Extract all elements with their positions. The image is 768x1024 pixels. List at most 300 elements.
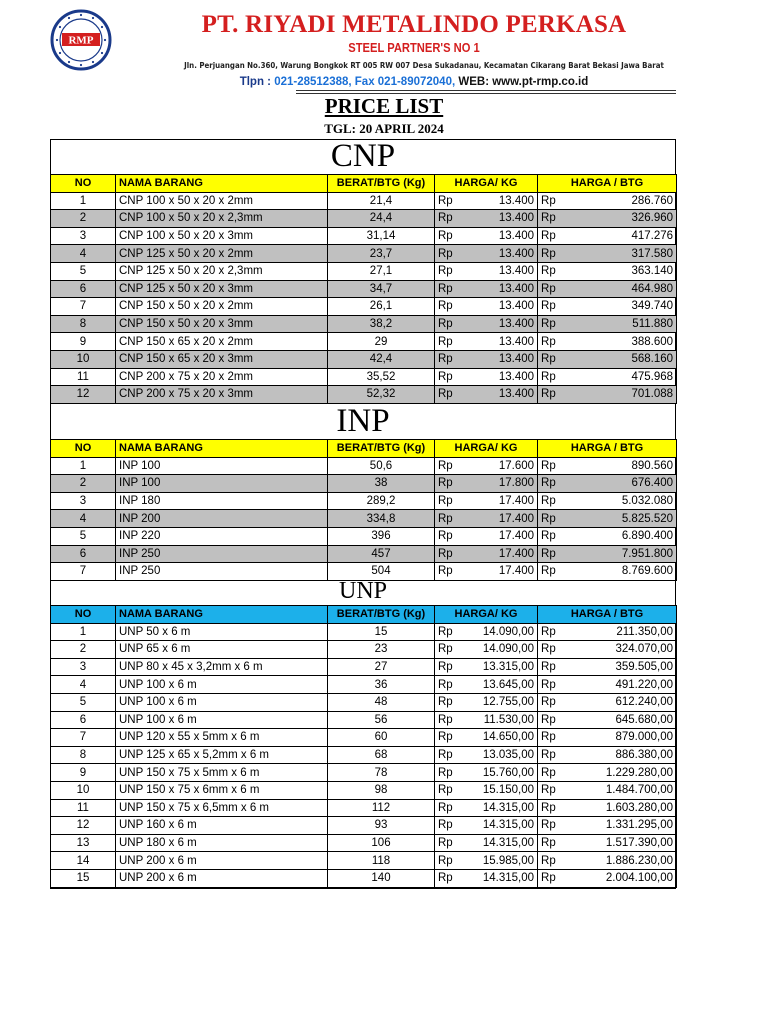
col-header-nama: NAMA BARANG: [116, 175, 328, 193]
row-berat: 48: [328, 693, 435, 711]
row-harga-btg: 511.880: [568, 315, 677, 333]
row-berat: 27,1: [328, 262, 435, 280]
section-title-cnp: CNP: [330, 138, 396, 174]
table-row: [51, 711, 677, 729]
table-row: [51, 333, 677, 351]
row-currency-btg: Rp: [538, 817, 568, 835]
row-harga-kg: 14.650,00: [465, 729, 538, 747]
row-harga-btg: 317.580: [568, 245, 677, 263]
logo-text: RMP: [68, 34, 94, 47]
section-title-unp: UNP: [338, 578, 387, 604]
table-row: [51, 315, 677, 333]
row-nama-barang: INP 250: [116, 545, 328, 563]
row-currency-kg: Rp: [435, 641, 465, 659]
table-row: [51, 210, 677, 228]
website: WEB: www.pt-rmp.co.id: [458, 76, 589, 88]
row-berat: 334,8: [328, 510, 435, 528]
row-berat: 38,2: [328, 315, 435, 333]
row-nama-barang: UNP 100 x 6 m: [116, 711, 328, 729]
row-berat: 42,4: [328, 350, 435, 368]
row-no: 7: [51, 729, 116, 747]
row-berat: 50,6: [328, 457, 435, 475]
row-no: 12: [51, 386, 116, 404]
col-header-no: NO: [51, 606, 116, 624]
row-currency-kg: Rp: [435, 350, 465, 368]
row-berat: 24,4: [328, 210, 435, 228]
row-harga-btg: 2.004.100,00: [568, 869, 677, 887]
row-nama-barang: UNP 125 x 65 x 5,2mm x 6 m: [116, 746, 328, 764]
row-currency-kg: Rp: [435, 368, 465, 386]
row-no: 7: [51, 298, 116, 316]
row-berat: 93: [328, 817, 435, 835]
row-currency-btg: Rp: [538, 315, 568, 333]
col-header-no: NO: [51, 440, 116, 458]
row-nama-barang: UNP 100 x 6 m: [116, 676, 328, 694]
row-nama-barang: UNP 200 x 6 m: [116, 869, 328, 887]
row-no: 1: [51, 457, 116, 475]
row-harga-kg: 15.150,00: [465, 781, 538, 799]
row-currency-btg: Rp: [538, 475, 568, 493]
table-row: [51, 658, 677, 676]
row-no: 2: [51, 641, 116, 659]
row-berat: 68: [328, 746, 435, 764]
row-harga-btg: 363.140: [568, 262, 677, 280]
row-harga-kg: 17.800: [465, 475, 538, 493]
table-row: [51, 869, 677, 887]
row-currency-kg: Rp: [435, 852, 465, 870]
row-harga-kg: 13.400: [465, 280, 538, 298]
table-row: [51, 245, 677, 263]
table-row: [51, 781, 677, 799]
row-no: 11: [51, 799, 116, 817]
row-currency-btg: Rp: [538, 510, 568, 528]
row-nama-barang: UNP 150 x 75 x 5mm x 6 m: [116, 764, 328, 782]
table-row: [51, 545, 677, 563]
table-row: [51, 817, 677, 835]
table-row: [51, 623, 677, 641]
row-nama-barang: CNP 200 x 75 x 20 x 3mm: [116, 386, 328, 404]
row-currency-btg: Rp: [538, 527, 568, 545]
row-harga-kg: 13.400: [465, 333, 538, 351]
row-no: 4: [51, 676, 116, 694]
row-harga-kg: 14.315,00: [465, 817, 538, 835]
row-currency-kg: Rp: [435, 869, 465, 887]
row-no: 1: [51, 192, 116, 210]
price-table-inp: [50, 439, 677, 581]
row-harga-kg: 13.035,00: [465, 746, 538, 764]
row-currency-kg: Rp: [435, 746, 465, 764]
table-row: [51, 676, 677, 694]
row-currency-kg: Rp: [435, 693, 465, 711]
row-berat: 21,4: [328, 192, 435, 210]
row-currency-kg: Rp: [435, 386, 465, 404]
row-harga-btg: 464.980: [568, 280, 677, 298]
price-table-unp: [50, 605, 677, 888]
row-nama-barang: UNP 200 x 6 m: [116, 852, 328, 870]
row-harga-btg: 890.560: [568, 457, 677, 475]
row-harga-kg: 11.530,00: [465, 711, 538, 729]
row-harga-kg: 13.400: [465, 315, 538, 333]
table-row: [51, 834, 677, 852]
row-currency-kg: Rp: [435, 262, 465, 280]
row-harga-btg: 8.769.600: [568, 563, 677, 581]
row-berat: 35,52: [328, 368, 435, 386]
row-currency-kg: Rp: [435, 658, 465, 676]
row-no: 5: [51, 262, 116, 280]
table-row: [51, 386, 677, 404]
row-harga-btg: 1.331.295,00: [568, 817, 677, 835]
row-harga-btg: 1.517.390,00: [568, 834, 677, 852]
row-harga-kg: 13.400: [465, 262, 538, 280]
row-berat: 31,14: [328, 227, 435, 245]
row-no: 9: [51, 333, 116, 351]
row-berat: 26,1: [328, 298, 435, 316]
row-currency-btg: Rp: [538, 764, 568, 782]
row-currency-btg: Rp: [538, 298, 568, 316]
table-row: [51, 764, 677, 782]
row-berat: 60: [328, 729, 435, 747]
row-berat: 29: [328, 333, 435, 351]
row-nama-barang: INP 100: [116, 457, 328, 475]
row-no: 4: [51, 510, 116, 528]
row-currency-kg: Rp: [435, 834, 465, 852]
row-harga-kg: 13.400: [465, 245, 538, 263]
table-header-row: [51, 440, 677, 458]
row-nama-barang: INP 200: [116, 510, 328, 528]
row-no: 6: [51, 280, 116, 298]
col-header-no: NO: [51, 175, 116, 193]
row-currency-kg: Rp: [435, 563, 465, 581]
row-currency-btg: Rp: [538, 457, 568, 475]
table-row: [51, 527, 677, 545]
row-berat: 23: [328, 641, 435, 659]
row-currency-btg: Rp: [538, 563, 568, 581]
row-no: 7: [51, 563, 116, 581]
row-nama-barang: CNP 125 x 50 x 20 x 2,3mm: [116, 262, 328, 280]
row-harga-btg: 1.603.280,00: [568, 799, 677, 817]
row-currency-btg: Rp: [538, 210, 568, 228]
row-nama-barang: UNP 50 x 6 m: [116, 623, 328, 641]
row-currency-kg: Rp: [435, 298, 465, 316]
row-berat: 15: [328, 623, 435, 641]
col-header-harga-btg: HARGA / BTG: [538, 440, 677, 458]
row-harga-btg: 388.600: [568, 333, 677, 351]
col-header-harga-kg: HARGA/ KG: [435, 440, 538, 458]
row-nama-barang: CNP 150 x 50 x 20 x 3mm: [116, 315, 328, 333]
row-berat: 78: [328, 764, 435, 782]
row-harga-kg: 14.315,00: [465, 799, 538, 817]
row-nama-barang: UNP 120 x 55 x 5mm x 6 m: [116, 729, 328, 747]
row-harga-kg: 17.400: [465, 510, 538, 528]
row-harga-btg: 6.890.400: [568, 527, 677, 545]
row-currency-kg: Rp: [435, 192, 465, 210]
company-logo: [49, 9, 113, 71]
col-header-berat: BERAT/BTG (Kg): [328, 440, 435, 458]
row-harga-kg: 15.985,00: [465, 852, 538, 870]
col-header-berat: BERAT/BTG (Kg): [328, 175, 435, 193]
row-harga-btg: 349.740: [568, 298, 677, 316]
row-no: 15: [51, 869, 116, 887]
row-currency-btg: Rp: [538, 192, 568, 210]
row-berat: 106: [328, 834, 435, 852]
row-berat: 52,32: [328, 386, 435, 404]
row-currency-btg: Rp: [538, 262, 568, 280]
row-harga-kg: 14.315,00: [465, 834, 538, 852]
phone-label: Tlpn :: [239, 76, 271, 88]
row-harga-kg: 13.400: [465, 368, 538, 386]
row-harga-kg: 17.400: [465, 545, 538, 563]
row-harga-kg: 13.400: [465, 227, 538, 245]
row-no: 1: [51, 623, 116, 641]
phone-fax: 021-28512388, Fax 021-89072040,: [274, 76, 456, 88]
row-harga-btg: 326.960: [568, 210, 677, 228]
row-currency-kg: Rp: [435, 457, 465, 475]
row-harga-kg: 13.400: [465, 298, 538, 316]
row-currency-kg: Rp: [435, 227, 465, 245]
table-row: [51, 368, 677, 386]
row-no: 3: [51, 658, 116, 676]
row-nama-barang: CNP 150 x 65 x 20 x 3mm: [116, 350, 328, 368]
row-harga-btg: 879.000,00: [568, 729, 677, 747]
col-header-harga-kg: HARGA/ KG: [435, 175, 538, 193]
row-no: 14: [51, 852, 116, 870]
row-harga-btg: 5.825.520: [568, 510, 677, 528]
row-nama-barang: CNP 150 x 65 x 20 x 2mm: [116, 333, 328, 351]
row-harga-btg: 491.220,00: [568, 676, 677, 694]
row-nama-barang: INP 100: [116, 475, 328, 493]
row-currency-btg: Rp: [538, 623, 568, 641]
row-harga-btg: 7.951.800: [568, 545, 677, 563]
row-harga-kg: 13.645,00: [465, 676, 538, 694]
row-currency-btg: Rp: [538, 227, 568, 245]
row-nama-barang: CNP 125 x 50 x 20 x 3mm: [116, 280, 328, 298]
row-harga-btg: 417.276: [568, 227, 677, 245]
table-row: [51, 729, 677, 747]
table-header-row: [51, 175, 677, 193]
table-row: [51, 641, 677, 659]
row-currency-btg: Rp: [538, 729, 568, 747]
row-harga-btg: 211.350,00: [568, 623, 677, 641]
row-currency-kg: Rp: [435, 764, 465, 782]
row-nama-barang: UNP 160 x 6 m: [116, 817, 328, 835]
row-berat: 457: [328, 545, 435, 563]
row-harga-btg: 676.400: [568, 475, 677, 493]
row-harga-btg: 701.088: [568, 386, 677, 404]
row-harga-btg: 1.886.230,00: [568, 852, 677, 870]
table-row: [51, 227, 677, 245]
row-no: 2: [51, 210, 116, 228]
row-currency-btg: Rp: [538, 869, 568, 887]
row-harga-btg: 612.240,00: [568, 693, 677, 711]
row-no: 3: [51, 492, 116, 510]
row-currency-btg: Rp: [538, 658, 568, 676]
row-currency-btg: Rp: [538, 711, 568, 729]
row-nama-barang: CNP 100 x 50 x 20 x 2,3mm: [116, 210, 328, 228]
row-currency-btg: Rp: [538, 386, 568, 404]
document-title-text: PRICE LIST: [324, 94, 444, 118]
row-currency-kg: Rp: [435, 475, 465, 493]
row-berat: 396: [328, 527, 435, 545]
row-no: 13: [51, 834, 116, 852]
row-nama-barang: CNP 200 x 75 x 20 x 2mm: [116, 368, 328, 386]
row-berat: 98: [328, 781, 435, 799]
row-harga-btg: 286.760: [568, 192, 677, 210]
company-tagline: STEEL PARTNER'S NO 1: [348, 40, 480, 55]
row-harga-btg: 568.160: [568, 350, 677, 368]
row-currency-kg: Rp: [435, 492, 465, 510]
row-harga-btg: 475.968: [568, 368, 677, 386]
row-currency-kg: Rp: [435, 623, 465, 641]
row-no: 5: [51, 693, 116, 711]
row-berat: 140: [328, 869, 435, 887]
row-currency-btg: Rp: [538, 852, 568, 870]
row-harga-kg: 17.400: [465, 563, 538, 581]
row-currency-btg: Rp: [538, 676, 568, 694]
table-row: [51, 457, 677, 475]
row-berat: 56: [328, 711, 435, 729]
row-currency-kg: Rp: [435, 711, 465, 729]
row-berat: 27: [328, 658, 435, 676]
row-currency-kg: Rp: [435, 527, 465, 545]
row-nama-barang: INP 220: [116, 527, 328, 545]
table-row: [51, 746, 677, 764]
row-nama-barang: CNP 125 x 50 x 20 x 2mm: [116, 245, 328, 263]
row-harga-kg: 13.400: [465, 210, 538, 228]
row-berat: 112: [328, 799, 435, 817]
row-harga-kg: 13.400: [465, 192, 538, 210]
col-header-harga-kg: HARGA/ KG: [435, 606, 538, 624]
row-no: 6: [51, 545, 116, 563]
company-name: PT. RIYADI METALINDO PERKASA: [201, 11, 627, 38]
row-no: 8: [51, 746, 116, 764]
table-row: [51, 799, 677, 817]
row-harga-kg: 12.755,00: [465, 693, 538, 711]
col-header-nama: NAMA BARANG: [116, 440, 328, 458]
row-harga-kg: 13.315,00: [465, 658, 538, 676]
row-harga-kg: 13.400: [465, 386, 538, 404]
table-row: [51, 280, 677, 298]
row-harga-btg: 5.032.080: [568, 492, 677, 510]
company-address: Jln. Perjuangan No.360, Warung Bongkok RT 005 RW 007 Desa Sukadanau, Kecamatan Cikarang Barat Bekasi Jawa Barat: [184, 61, 664, 70]
section-title-inp: INP: [336, 403, 390, 439]
row-currency-kg: Rp: [435, 799, 465, 817]
row-no: 2: [51, 475, 116, 493]
row-nama-barang: CNP 150 x 50 x 20 x 2mm: [116, 298, 328, 316]
col-header-berat: BERAT/BTG (Kg): [328, 606, 435, 624]
table-row: [51, 693, 677, 711]
row-harga-btg: 645.680,00: [568, 711, 677, 729]
document-title: [0, 93, 768, 119]
row-berat: 36: [328, 676, 435, 694]
row-currency-kg: Rp: [435, 729, 465, 747]
col-header-nama: NAMA BARANG: [116, 606, 328, 624]
row-currency-btg: Rp: [538, 245, 568, 263]
row-currency-kg: Rp: [435, 315, 465, 333]
row-harga-btg: 886.380,00: [568, 746, 677, 764]
row-currency-kg: Rp: [435, 280, 465, 298]
table-row: [51, 192, 677, 210]
col-header-harga-btg: HARGA / BTG: [538, 606, 677, 624]
row-currency-btg: Rp: [538, 350, 568, 368]
row-nama-barang: UNP 65 x 6 m: [116, 641, 328, 659]
row-harga-kg: 14.315,00: [465, 869, 538, 887]
row-currency-btg: Rp: [538, 746, 568, 764]
row-harga-btg: 1.484.700,00: [568, 781, 677, 799]
row-no: 5: [51, 527, 116, 545]
row-no: 4: [51, 245, 116, 263]
row-no: 10: [51, 781, 116, 799]
row-currency-btg: Rp: [538, 834, 568, 852]
table-row: [51, 852, 677, 870]
row-nama-barang: UNP 80 x 45 x 3,2mm x 6 m: [116, 658, 328, 676]
row-berat: 118: [328, 852, 435, 870]
row-currency-btg: Rp: [538, 368, 568, 386]
row-currency-btg: Rp: [538, 799, 568, 817]
row-currency-kg: Rp: [435, 676, 465, 694]
row-harga-btg: 324.070,00: [568, 641, 677, 659]
row-currency-kg: Rp: [435, 245, 465, 263]
table-row: [51, 262, 677, 280]
company-contact: [100, 74, 728, 90]
row-no: 11: [51, 368, 116, 386]
row-berat: 504: [328, 563, 435, 581]
table-row: [51, 510, 677, 528]
row-no: 12: [51, 817, 116, 835]
row-currency-kg: Rp: [435, 210, 465, 228]
row-currency-btg: Rp: [538, 333, 568, 351]
row-nama-barang: UNP 180 x 6 m: [116, 834, 328, 852]
col-header-harga-btg: HARGA / BTG: [538, 175, 677, 193]
row-currency-kg: Rp: [435, 781, 465, 799]
row-currency-btg: Rp: [538, 492, 568, 510]
row-nama-barang: UNP 150 x 75 x 6mm x 6 m: [116, 781, 328, 799]
row-currency-btg: Rp: [538, 693, 568, 711]
row-nama-barang: CNP 100 x 50 x 20 x 3mm: [116, 227, 328, 245]
row-harga-kg: 14.090,00: [465, 623, 538, 641]
row-nama-barang: CNP 100 x 50 x 20 x 2mm: [116, 192, 328, 210]
row-no: 8: [51, 315, 116, 333]
row-nama-barang: UNP 150 x 75 x 6,5mm x 6 m: [116, 799, 328, 817]
row-nama-barang: UNP 100 x 6 m: [116, 693, 328, 711]
row-berat: 38: [328, 475, 435, 493]
row-currency-kg: Rp: [435, 817, 465, 835]
row-currency-kg: Rp: [435, 545, 465, 563]
row-berat: 289,2: [328, 492, 435, 510]
row-harga-kg: 15.760,00: [465, 764, 538, 782]
row-currency-kg: Rp: [435, 333, 465, 351]
row-harga-kg: 17.600: [465, 457, 538, 475]
row-no: 10: [51, 350, 116, 368]
row-nama-barang: INP 180: [116, 492, 328, 510]
row-nama-barang: INP 250: [116, 563, 328, 581]
table-row: [51, 475, 677, 493]
row-no: 9: [51, 764, 116, 782]
row-no: 3: [51, 227, 116, 245]
row-berat: 23,7: [328, 245, 435, 263]
row-harga-btg: 359.505,00: [568, 658, 677, 676]
row-harga-btg: 1.229.280,00: [568, 764, 677, 782]
price-table-cnp: [50, 174, 677, 404]
row-harga-kg: 14.090,00: [465, 641, 538, 659]
row-currency-btg: Rp: [538, 280, 568, 298]
row-currency-btg: Rp: [538, 781, 568, 799]
row-no: 6: [51, 711, 116, 729]
row-currency-btg: Rp: [538, 545, 568, 563]
row-currency-kg: Rp: [435, 510, 465, 528]
table-row: [51, 492, 677, 510]
table-row: [51, 350, 677, 368]
row-harga-kg: 17.400: [465, 492, 538, 510]
